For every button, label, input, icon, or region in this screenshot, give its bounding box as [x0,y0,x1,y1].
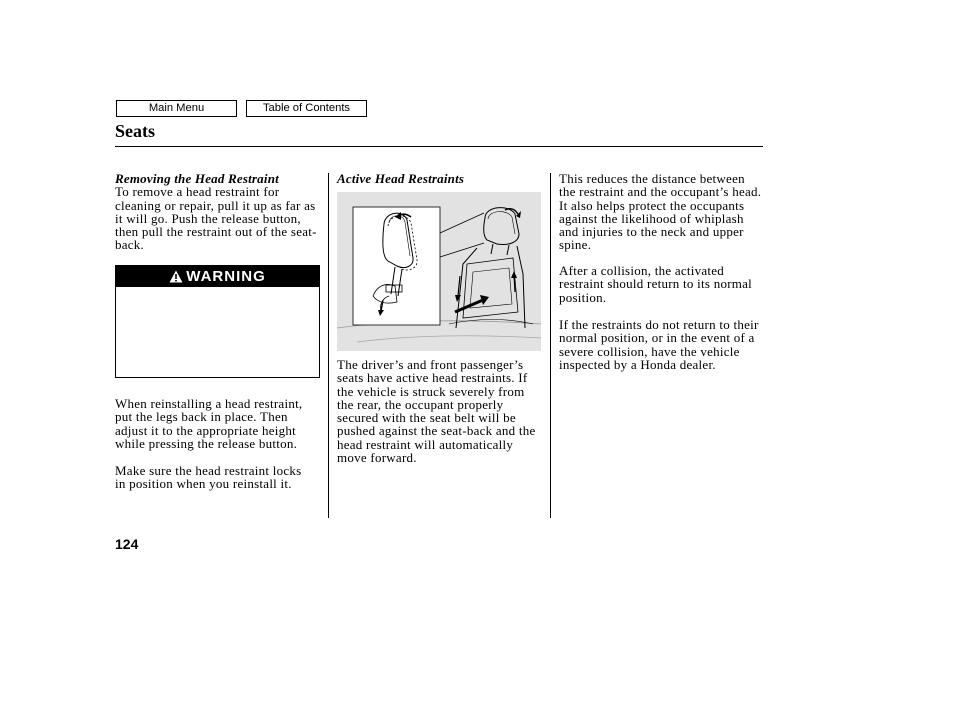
arrow-icon [505,209,518,214]
paragraph-line: It also helps protect the occupants [559,197,745,213]
seat-drawing [449,208,533,328]
warning-header [116,266,319,287]
paragraph-line: it will go. Push the release button, [115,210,301,226]
paragraph-line: cleaning or repair, pull it up as far as [115,197,316,213]
warning-triangle-icon [169,270,183,283]
paragraph-line: inspected by a Honda dealer. [559,356,716,372]
paragraph-line: If the restraints do not return to their [559,317,759,332]
paragraph-line: move forward. [337,450,417,466]
section-heading: Removing the Head Restraint [115,171,279,186]
paragraph-line: in position when you reinstall it. [115,476,292,492]
paragraph-line: adjust it to the appropriate height [115,422,296,438]
paragraph-line: restraint should return to its normal [559,276,753,292]
paragraph-line: spine. [559,237,592,253]
paragraph-line: seats have active head restraints. If [337,370,528,386]
reinstall-paragraph [115,397,302,450]
paragraph-line: secured with the seat belt will be [337,410,516,426]
whiplash-paragraph [559,172,761,252]
section-heading: Active Head Restraints [337,171,465,186]
paragraph-line: then pull the restraint out of the seat- [115,224,317,240]
paragraph-line: When reinstalling a head restraint, [115,396,303,411]
table-of-contents-button[interactable]: Table of Contents [246,100,367,117]
head-restraint-detail-inset [353,207,440,325]
page-title: Seats [115,121,155,141]
column-divider-right [550,173,551,518]
main-menu-button[interactable]: Main Menu [116,100,237,117]
after-collision-paragraph [559,264,752,304]
paragraph-line: head restraint will automatically [337,436,514,452]
active-head-restraints-heading-block [337,172,464,185]
title-rule [115,146,763,147]
lock-check-paragraph [115,464,301,491]
paragraph-line: severe collision, have the vehicle [559,343,740,359]
paragraph-line: and injuries to the neck and upper [559,224,744,240]
removing-head-restraint-section [115,172,317,252]
paragraph-line: normal position, or in the event of a [559,330,755,346]
paragraph-line: This reduces the distance between [559,171,745,186]
column-divider-left [328,173,329,518]
paragraph-line: Make sure the head restraint locks [115,463,302,478]
paragraph-line: position. [559,289,607,305]
paragraph-line: the vehicle is struck severely from [337,383,525,399]
active-head-restraint-figure [337,192,541,351]
active-head-restraint-illustration [337,192,541,351]
paragraph-line: After a collision, the activated [559,263,725,278]
paragraph-line: back. [115,237,145,253]
paragraph-line: while pressing the release button. [115,435,298,451]
paragraph-line: put the legs back in place. Then [115,409,288,425]
warning-label: WARNING [186,268,266,285]
page-number: 124 [115,536,139,552]
paragraph-line: against the likelihood of whiplash [559,210,744,226]
paragraph-line: the rear, the occupant properly [337,396,504,412]
paragraph-line: the restraint and the occupant’s head. [559,184,762,200]
dealer-inspection-paragraph [559,318,759,371]
paragraph-line: pushed against the seat-back and the [337,423,536,439]
warning-box [115,265,320,378]
paragraph-line: To remove a head restraint for [115,184,280,200]
paragraph-line: The driver’s and front passenger’s [337,357,524,372]
active-head-restraints-paragraph [337,358,536,464]
